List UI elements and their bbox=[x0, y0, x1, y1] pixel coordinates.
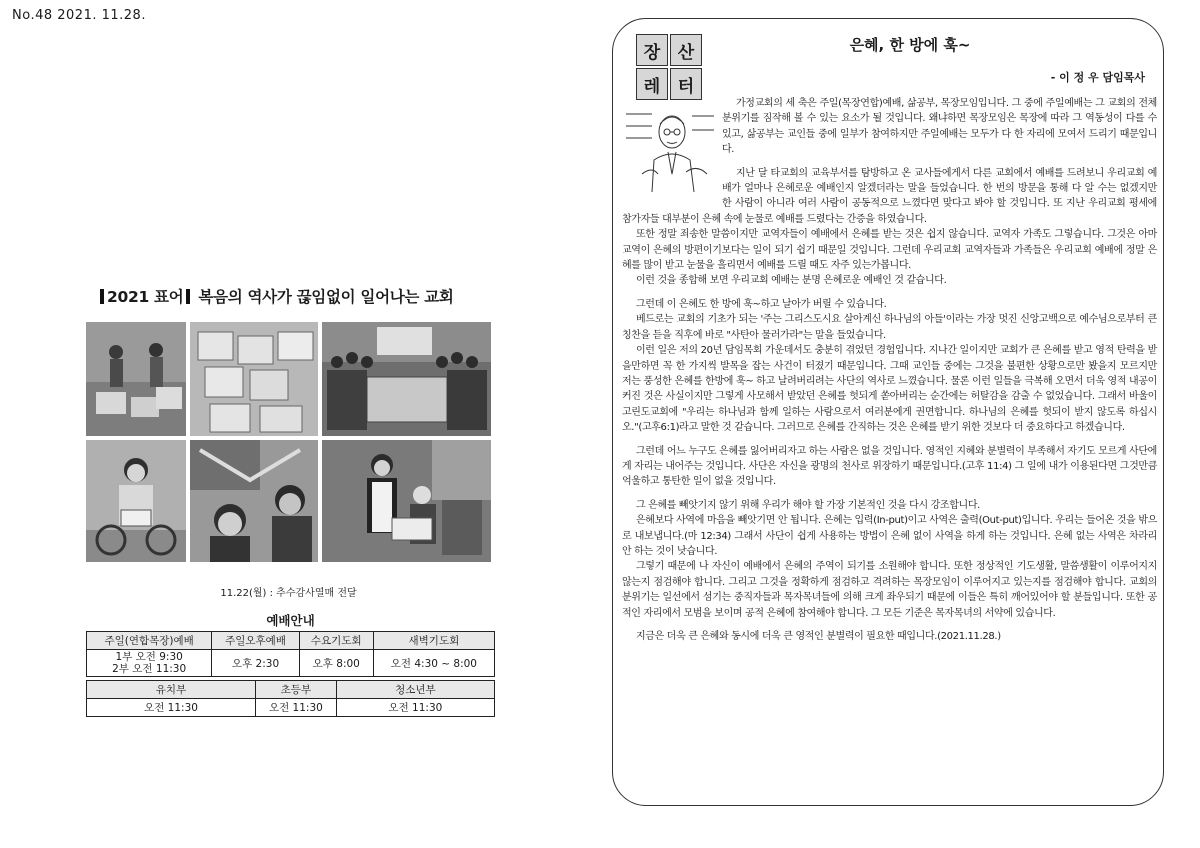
letter-paragraph: 이런 것을 종합해 보면 우리교회 예배는 분명 은혜로운 예배인 것 같습니다. bbox=[636, 275, 947, 287]
letter-paragraph: 그런데 어느 누구도 은혜를 잃어버리자고 하는 사람은 없을 것입니다. 영적인 지혜와 분별력이 부족해서 자기도 모르게 사단에게 자리는 내어주는 것입니다. 사단은 자신을 광명의 천사로 위장하기 때문입니다.(고후 11:4) 그 일에 내가 이용된다면 그것만큼 억울하고 통탄한 일이 없을 것입니다. bbox=[622, 445, 1157, 488]
service-schedule bbox=[86, 608, 495, 717]
time-second-service: 2부 오전 11:30 bbox=[112, 663, 187, 675]
badge-char-2: 산 bbox=[670, 34, 702, 66]
letter-paragraph: 지금은 더욱 큰 은혜와 동시에 더욱 큰 영적인 분별력이 필요한 때입니다.(2021.11.28.) bbox=[636, 631, 1001, 642]
photo-delivery-selfie bbox=[190, 440, 318, 562]
letter-paragraph: 그 은혜를 빼앗기지 않기 위해 우리가 해야 할 가장 기본적인 것을 다시 강조합니다. bbox=[636, 499, 981, 511]
header-youth: 청소년부 bbox=[336, 681, 494, 699]
yearly-motto bbox=[100, 285, 495, 307]
letter-paragraph: 이런 일은 저의 20년 담임목회 가운데서도 충분히 겪었던 경험입니다. 지나간 일이지만 교회가 큰 은혜를 받고 영적 탄력을 받을만하면 꼭 한 가지씩 발목을 잡는 사건이 터졌기 때문입니다. 그때 교인들 중에는 그것을 불편한 상황으로만 봤을지 모르지만 저는 풍성한 은혜를 한방에 훅~ 하고 날려버리려는 사단의 역사로 느꼈습니다. 물론 이런 일들을 극복해 오면서 더욱 영적 내공이 커진 것은 사실이지만 그렇게 사모해서 받았던 은혜를 헛되게 쏟아버리는 순간에는 허탈감을 감출 수 없었습니다. 그래서 바울이 고린도교회에 "우리는 하나님과 함께 일하는 사람으로서 여러분에게 권면합니다. 하나님의 은혜를 헛되이 받지 않도록 하십시오."(고후6:1)라고 말한 것 같습니다. 그러므로 은혜를 간직하는 것은 은혜를 받기 위한 것보다 더 중요하다고 하겠습니다. bbox=[622, 345, 1157, 434]
time-wednesday-prayer: 오후 8:00 bbox=[299, 650, 373, 677]
time-youth: 오전 11:30 bbox=[336, 699, 494, 717]
letter-paragraph: 지난 달 타교회의 교육부서를 탐방하고 온 교사들에게서 다른 교회에서 예배를 드려보니 우리교회 예배가 얼마나 은혜로운 예배인지 알겠더라는 말을 들었습니다. 한 번의 방문을 통해 다 알 수는 없겠지만 한 사람이 아니라 여러 사람이 공동적으로 느꼈다면 맞다고 봐야 할 것입니다. 또 지난 우리교회 평세에 참가자들 대부분이 은혜 속에 눈물로 예배를 드렸다는 간증을 하였습니다. bbox=[622, 167, 1157, 225]
badge-char-4: 터 bbox=[670, 68, 702, 100]
time-dawn-prayer: 오전 4:30 ~ 8:00 bbox=[373, 650, 494, 677]
portrait-spacer bbox=[622, 96, 722, 202]
column-badge bbox=[636, 34, 704, 102]
header-sunday-afternoon: 주일오후예배 bbox=[212, 632, 299, 650]
header-dawn-prayer: 새벽기도회 bbox=[373, 632, 494, 650]
photo-group-with-boxes bbox=[322, 322, 491, 436]
photo-volunteers-packing-boxes bbox=[86, 322, 186, 436]
letter-paragraph: 은혜보다 사역에 마음을 빼앗기면 안 됩니다. 은혜는 입력(In-put)이고 사역은 출력(Out-put)입니다. 우리는 들어온 것을 밖으로 내보냅니다.(마 12:34) 그래서 사단이 쉽게 사용하는 방법이 은혜 없이 사역을 하게 하는 것입니다. 은혜 없는 사역은 차라리 안 하는 것이 낫습니다. bbox=[622, 515, 1157, 557]
issue-number: No.48 2021. 11.28. bbox=[12, 8, 146, 23]
photo-collage bbox=[86, 322, 491, 562]
time-elementary: 오전 11:30 bbox=[256, 699, 337, 717]
letter-author: - 이 정 우 담임목사 bbox=[1050, 71, 1145, 84]
badge-char-1: 장 bbox=[636, 34, 668, 66]
time-kindergarten: 오전 11:30 bbox=[87, 699, 256, 717]
header-elementary: 초등부 bbox=[256, 681, 337, 699]
letter-paragraph: 가정교회의 세 축은 주일(목장연합)예배, 삶공부, 목장모임입니다. 그 중에 주일예배는 그 교회의 전체 분위기를 짐작해 볼 수 있는 요소가 될 것입니다. 왜냐하면 목장모임은 목장에 따라 그 역동성이 다를 수 있고, 삶공부는 교인들 중에 일부가 참여하지만 주일예배는 모두가 다 한 자리에 모여서 드리기 때문입니다. bbox=[722, 98, 1157, 156]
photo-delivering-box-to-elder bbox=[322, 440, 491, 562]
letter-paragraph: 그런데 이 은혜도 한 방에 훅~하고 날아가 버릴 수 있습니다. bbox=[636, 298, 887, 310]
motto-bar-right bbox=[186, 289, 190, 304]
letter-title: 은혜, 한 방에 훅~ bbox=[849, 36, 971, 54]
letter-paragraph: 그렇기 때문에 나 자신이 예배에서 은혜의 주역이 되기를 소원해야 합니다. 또한 정상적인 기도생활, 말씀생활이 이루어지지 않는지 점검해야 합니다. 그리고 그것을 정확하게 점검하고 격려하는 목장모임이 이루어지고 있는지를 점검해야 합니다. 교회의 분위기는 일선에서 섬기는 중직자들과 목자목녀들에 의해 크게 좌우되기 때문에 이들은 특히 깨어있어야 할 분들입니다. 또한 공적인 자리에서 모범을 보이며 공적 은혜에 참여해야 합니다. 그 모든 기준은 목자목녀의 서약에 있습니다. bbox=[622, 561, 1157, 619]
paragraph-spacer bbox=[622, 490, 1157, 498]
photo-elder-in-wheelchair bbox=[86, 440, 186, 562]
motto-bar-left bbox=[100, 289, 104, 304]
badge-char-3: 레 bbox=[636, 68, 668, 100]
header-wednesday-prayer: 수요기도회 bbox=[299, 632, 373, 650]
letter-paragraph: 베드로는 교회의 기초가 되는 '주는 그리스도시요 살아계신 하나님의 아들'이라는 가장 멋진 신앙고백으로 예수님으로부터 큰 칭찬을 듣을 직후에 바로 "사탄아 물러가라"는 말을 들었습니다. bbox=[622, 314, 1157, 341]
letter-body bbox=[622, 96, 1157, 644]
photo-caption: 11.22(월) : 추수감사열매 전달 bbox=[220, 588, 357, 599]
service-schedule-title: 예배안내 bbox=[87, 608, 495, 632]
paragraph-spacer bbox=[622, 436, 1157, 444]
photo-thanksgiving-boxes bbox=[190, 322, 318, 436]
time-sunday-service bbox=[87, 650, 212, 677]
letter-paragraph: 또한 정말 죄송한 말씀이지만 교역자들이 예배에서 은혜를 받는 것은 쉽지 않습니다. 교역자 가족도 그렇습니다. 그것은 아마 교역이 은혜의 방편이기보다는 일이 되기 쉽기 때문일 것입니다. 그런데 우리교회 교역자들과 가족들은 우리교회 예배에 정말 은혜를 많이 받고 눈물을 흘리면서 예배를 드릴 때도 자주 있는가봅니다. bbox=[622, 229, 1157, 272]
motto-label: 2021 표어 bbox=[107, 288, 184, 306]
motto-text: 복음의 역사가 끊임없이 일어나는 교회 bbox=[198, 288, 454, 306]
header-sunday-service: 주일(연합목장)예배 bbox=[87, 632, 212, 650]
header-kindergarten: 유치부 bbox=[87, 681, 256, 699]
paragraph-spacer bbox=[622, 289, 1157, 297]
time-sunday-afternoon: 오후 2:30 bbox=[212, 650, 299, 677]
time-first-service: 1부 오전 9:30 bbox=[115, 651, 183, 663]
paragraph-spacer bbox=[622, 621, 1157, 629]
